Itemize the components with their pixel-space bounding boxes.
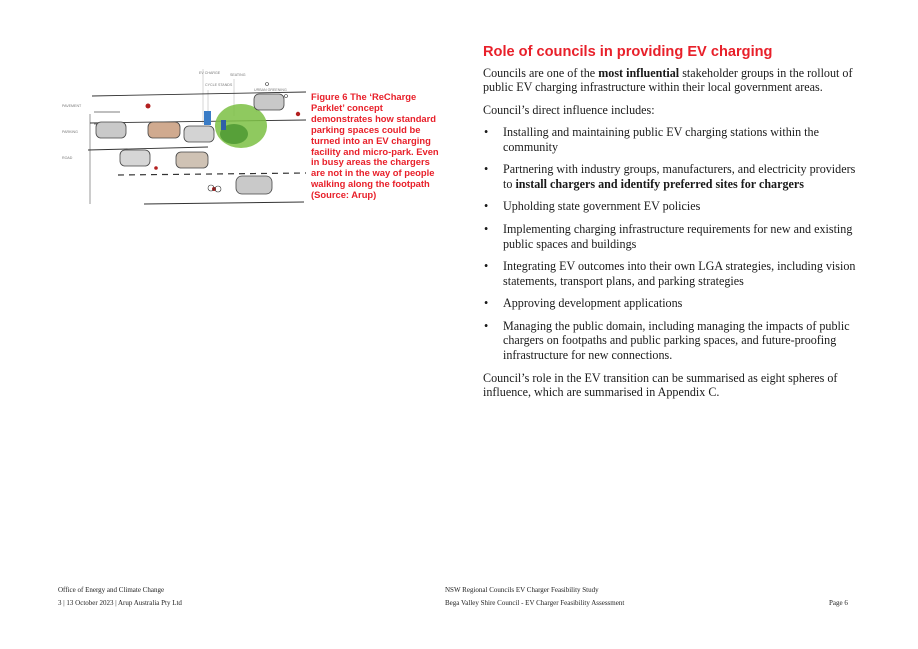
figure-caption: Figure 6 The ‘ReCharge Parklet’ concept demonstrates how standard parking spaces could be turned into an EV charging facility and micro-park. Even in busy areas the chargers are not in the way of people walking along the footpath (Source: Arup) (311, 91, 439, 201)
closing-paragraph: Council’s role in the EV transition can be summarised as eight spheres of influence, which are summarised in Appendix C. (483, 370, 838, 399)
footer-left-line1: Office of Energy and Climate Change (58, 586, 165, 594)
ev-charger-shape (204, 111, 211, 125)
list-item: • Managing the public domain, including managing the impacts of public chargers on footpaths and public parking spaces, and future-proofing infrastructure for new connections. (484, 319, 850, 362)
footer-right-line2: Bega Valley Shire Council - EV Charger Feasibility Assessment (445, 599, 625, 607)
list-item: • Approving development applications (484, 296, 683, 311)
list-item: • Implementing charging infrastructure requirements for new and existing public spaces and buildings (484, 222, 853, 251)
footer-right-line1: NSW Regional Councils EV Charger Feasibility Study (445, 586, 599, 594)
section-body (483, 66, 863, 407)
label-parking: PARKING (62, 130, 78, 134)
page-number: Page 6 (829, 599, 848, 607)
influence-lead: Council’s direct influence includes: (483, 102, 655, 117)
footer-left-line2: 3 | 13 October 2023 | Arup Australia Pty Ltd (58, 599, 182, 607)
intro-paragraph: Councils are one of the most influential stakeholder groups in the rollout of public EV charging infrastructure within their local government areas. (483, 66, 853, 95)
label-urban-greening: URBAN GREENING (254, 88, 287, 92)
list-item: • Partnering with industry groups, manufacturers, and electricity providers to install chargers and identify preferred sites for chargers (484, 162, 856, 191)
label-seating: SEATING (230, 73, 246, 77)
list-item: • Upholding state government EV policies (484, 199, 701, 214)
label-ev-charge: EV CHARGE (199, 71, 221, 75)
list-item: • Installing and maintaining public EV charging stations within the community (484, 125, 819, 154)
label-pavement: PAVEMENT (62, 104, 82, 108)
label-road: ROAD (62, 156, 73, 160)
recharge-parklet-sketch (58, 66, 306, 208)
label-cycle-stands: CYCLE STANDS (205, 83, 233, 87)
influence-list (483, 125, 863, 362)
list-item: • Integrating EV outcomes into their own LGA strategies, including vision statements, transport plans, and parking strategies (484, 259, 856, 288)
section-heading: Role of councils in providing EV charging (483, 44, 773, 60)
